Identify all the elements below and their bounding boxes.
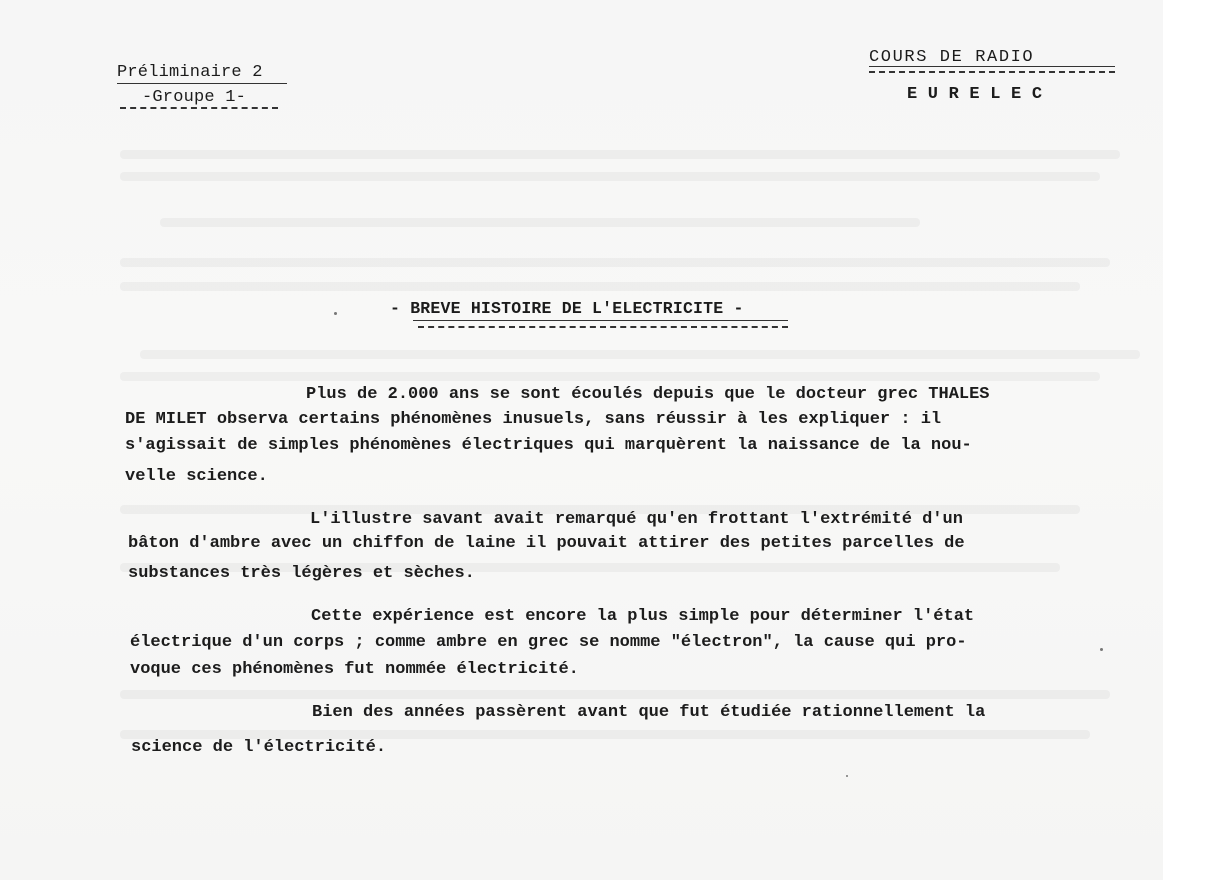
scan-speck: [1100, 648, 1103, 651]
paragraph-3-line-2: électrique d'un corps ; comme ambre en grec se nomme "électron", la cause qui pro-: [130, 633, 967, 652]
paragraph-3-line-3: voque ces phénomènes fut nommée électricité.: [130, 660, 579, 679]
header-right-line1: COURS DE RADIO: [869, 48, 1035, 67]
header-right-dashed-underline: [869, 71, 1115, 73]
paragraph-4-line-1: Bien des années passèrent avant que fut étudiée rationnellement la: [312, 703, 986, 722]
bleed-through-line: [120, 258, 1110, 267]
bleed-through-line: [120, 690, 1110, 699]
paragraph-1-line-4: velle science.: [125, 467, 268, 486]
paragraph-2-line-1: L'illustre savant avait remarqué qu'en frottant l'extrémité d'un: [310, 510, 963, 529]
title-dashed-underline: [418, 326, 788, 328]
scan-speck: [846, 775, 848, 777]
bleed-through-line: [140, 350, 1140, 359]
paragraph-2-line-2: bâton d'ambre avec un chiffon de laine il pouvait attirer des petites parcelles de: [128, 534, 965, 553]
header-left-line2: -Groupe 1-: [142, 88, 247, 107]
bleed-through-line: [120, 150, 1120, 159]
header-right-underline: [869, 66, 1115, 67]
bleed-through-line: [120, 372, 1100, 381]
header-left-line1: Préliminaire 2: [117, 63, 263, 82]
scan-speck: [334, 312, 337, 315]
paragraph-2-line-3: substances très légères et sèches.: [128, 564, 475, 583]
title-underline: [413, 320, 788, 321]
bleed-through-line: [120, 172, 1100, 181]
document-title: - BREVE HISTOIRE DE L'ELECTRICITE -: [390, 299, 744, 318]
paragraph-1-line-3: s'agissait de simples phénomènes électriques qui marquèrent la naissance de la nou-: [125, 436, 972, 455]
paragraph-1-line-1: Plus de 2.000 ans se sont écoulés depuis que le docteur grec THALES: [306, 385, 990, 404]
bleed-through-line: [120, 282, 1080, 291]
paragraph-3-line-1: Cette expérience est encore la plus simple pour déterminer l'état: [311, 607, 975, 626]
header-right-line2: E U R E L E C: [907, 85, 1043, 104]
header-left-underline: [117, 83, 287, 84]
paragraph-4-line-2: science de l'électricité.: [131, 738, 387, 757]
header-left-dashed-underline: [120, 107, 278, 109]
paragraph-1-line-2: DE MILET observa certains phénomènes inusuels, sans réussir à les expliquer : il: [125, 410, 942, 429]
bleed-through-line: [160, 218, 920, 227]
